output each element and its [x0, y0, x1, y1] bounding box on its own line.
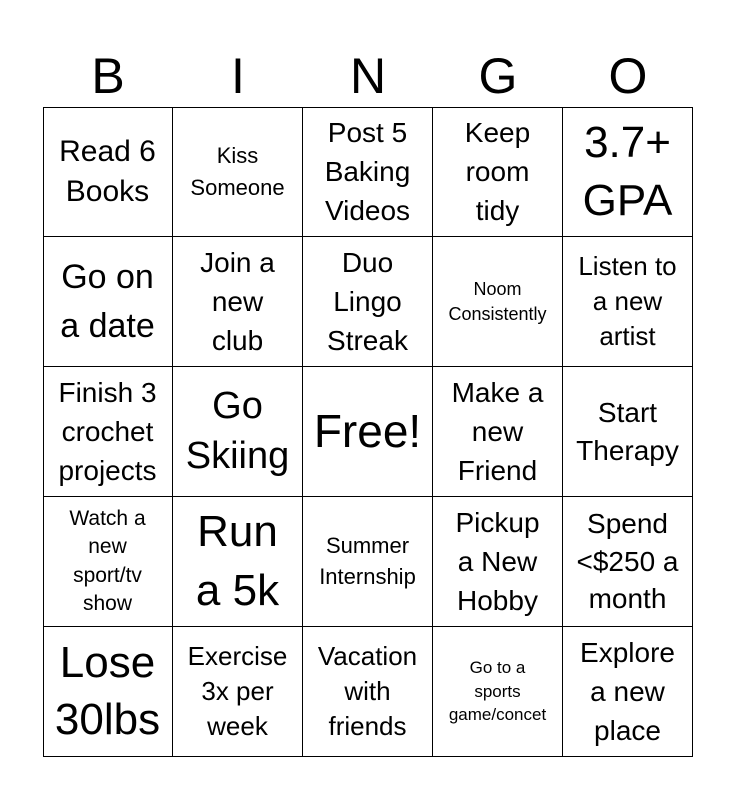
bingo-cell-text: Explore a new place: [580, 636, 675, 747]
bingo-cell-text: Start Therapy: [576, 396, 679, 466]
bingo-cell-r2-c3[interactable]: [303, 237, 433, 367]
bingo-cell-r5-c3[interactable]: [303, 627, 433, 757]
bingo-cell-text: Read 6 Books: [59, 134, 156, 208]
bingo-cell-r5-c1[interactable]: [43, 627, 173, 757]
bingo-cell-text: Post 5 Baking Videos: [324, 116, 411, 227]
bingo-cell-r1-c4[interactable]: [433, 107, 563, 237]
bingo-cell-r2-c2[interactable]: [173, 237, 303, 367]
header-letter-o: O: [608, 48, 648, 104]
bingo-cell-r1-c3[interactable]: [303, 107, 433, 237]
bingo-cell-r4-c5[interactable]: [563, 497, 693, 627]
bingo-cell-text: Kiss Someone: [190, 142, 285, 200]
bingo-cell-r1-c1[interactable]: [43, 107, 173, 237]
bingo-cell-r3-c4[interactable]: [433, 367, 563, 497]
bingo-cell-r3-c2[interactable]: [173, 367, 303, 497]
bingo-header: [43, 44, 693, 108]
bingo-cell-text: Pickup a New Hobby: [455, 506, 540, 617]
bingo-cell-r2-c1[interactable]: [43, 237, 173, 367]
bingo-cell-r4-c1[interactable]: [43, 497, 173, 627]
bingo-cell-text: Noom Consistently: [448, 279, 547, 324]
header-letter-g: G: [478, 48, 518, 104]
header-letter-n: N: [349, 48, 387, 104]
bingo-cell-r3-c5[interactable]: [563, 367, 693, 497]
bingo-cell-r3-c1[interactable]: [43, 367, 173, 497]
bingo-cell-text: Go to a sports game/concet: [448, 658, 547, 725]
header-letter-i: I: [231, 48, 245, 104]
bingo-cell-text: Exercise 3x per week: [187, 640, 288, 742]
bingo-cell-text: Listen to a new artist: [578, 250, 677, 352]
bingo-cell-text: Duo Lingo Streak: [327, 246, 408, 357]
bingo-cell-r4-c3[interactable]: [303, 497, 433, 627]
bingo-cell-r2-c4[interactable]: [433, 237, 563, 367]
bingo-cell-r5-c4[interactable]: [433, 627, 563, 757]
bingo-cell-text: Go Skiing: [185, 385, 290, 477]
header-letter-b: B: [91, 48, 125, 104]
bingo-card-grid: [43, 107, 693, 757]
bingo-cell-text: Run a 5k: [195, 506, 280, 615]
bingo-cell-text: Watch a new sport/tv show: [69, 506, 146, 615]
bingo-cell-text: Summer Internship: [319, 532, 416, 589]
bingo-cell-r2-c5[interactable]: [563, 237, 693, 367]
bingo-cell-text: Keep room tidy: [464, 116, 531, 227]
bingo-cell-text: Free!: [313, 404, 422, 457]
bingo-cell-text: Join a new club: [200, 246, 275, 357]
bingo-cell-text: Spend <$250 a month: [576, 507, 679, 615]
bingo-cell-text: Lose 30lbs: [54, 638, 161, 744]
bingo-cell-text: Make a new Friend: [451, 376, 544, 487]
bingo-cell-r5-c5[interactable]: [563, 627, 693, 757]
bingo-cell-text: 3.7+ GPA: [582, 118, 673, 225]
bingo-cell-r1-c2[interactable]: [173, 107, 303, 237]
bingo-cell-r4-c2[interactable]: [173, 497, 303, 627]
bingo-cell-r1-c5[interactable]: [563, 107, 693, 237]
bingo-cell-r4-c4[interactable]: [433, 497, 563, 627]
bingo-cell-r3-c3[interactable]: [303, 367, 433, 497]
bingo-cell-r5-c2[interactable]: [173, 627, 303, 757]
bingo-cell-text: Go on a date: [60, 258, 155, 345]
bingo-cell-text: Vacation with friends: [317, 640, 418, 742]
bingo-cell-text: Finish 3 crochet projects: [58, 376, 157, 487]
